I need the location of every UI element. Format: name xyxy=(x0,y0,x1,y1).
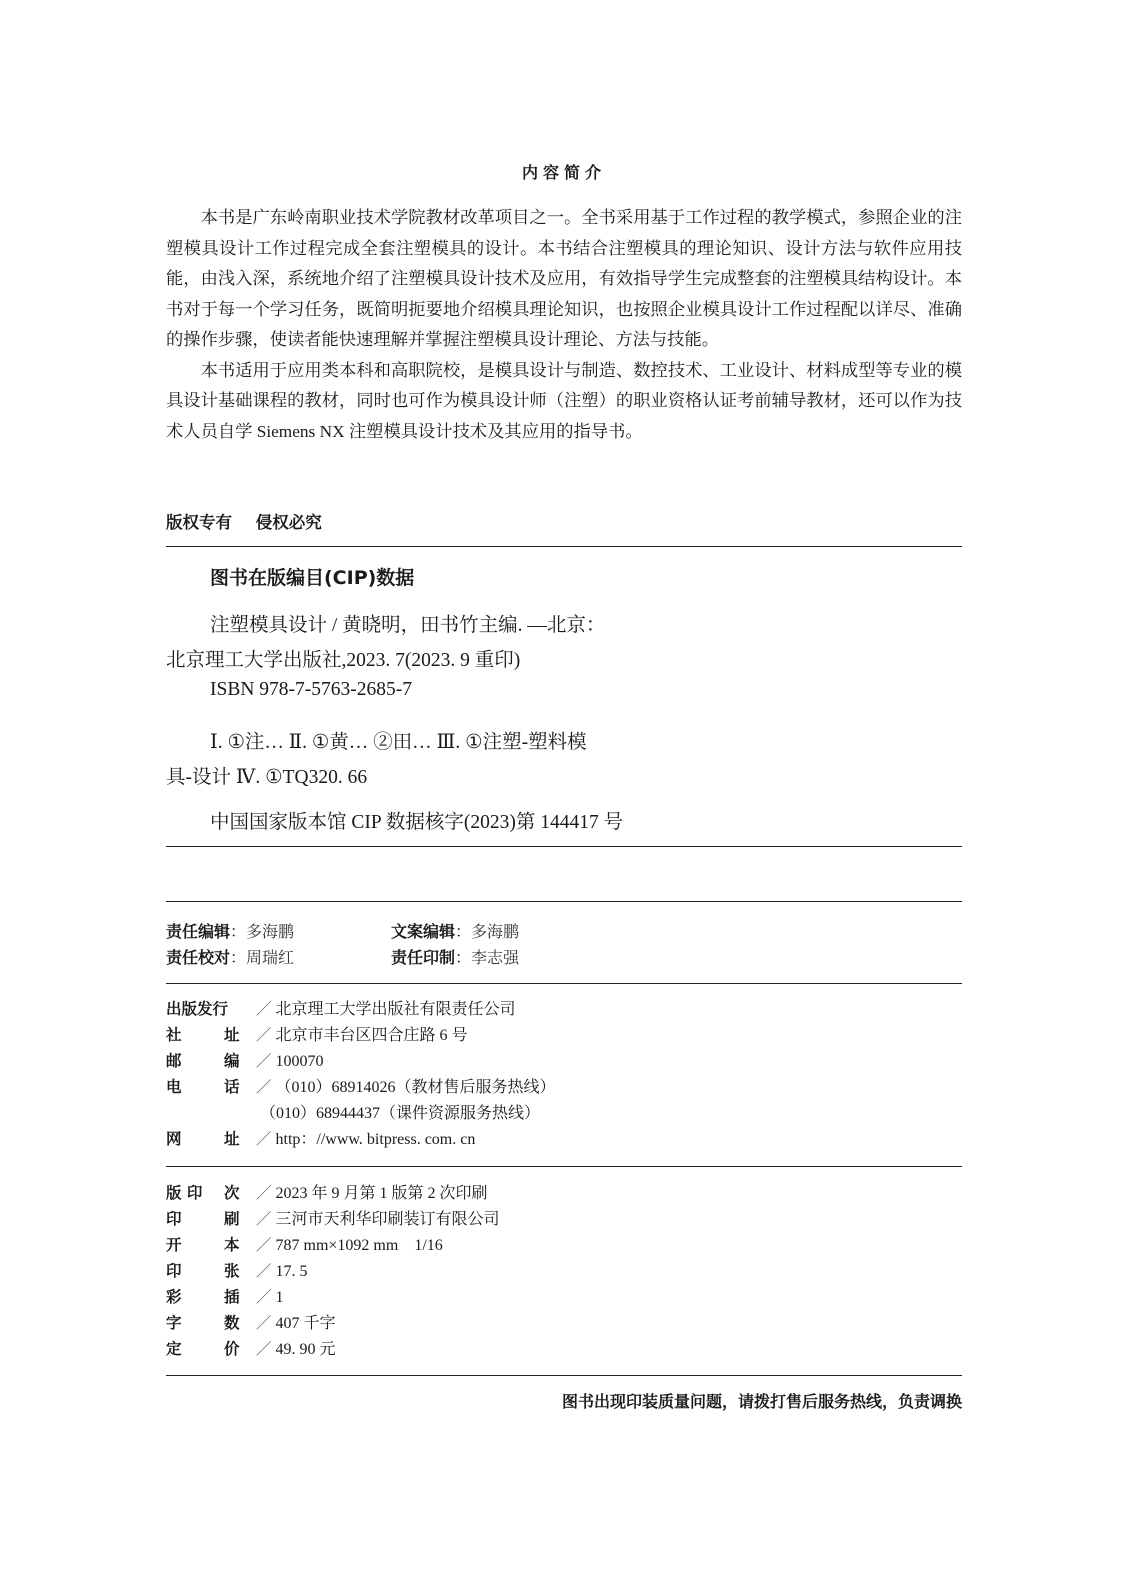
credit-label: 责任编辑 xyxy=(166,922,231,941)
info-separator: ／ xyxy=(256,1314,272,1332)
info-value: （010）68914026（教材售后服务热线） xyxy=(275,1079,556,1096)
credit-colon: ： xyxy=(230,922,247,941)
info-value: 三河市天利华印刷装订有限公司 xyxy=(275,1211,500,1228)
credit-value: 多海鹏 xyxy=(246,922,295,941)
info-row-address xyxy=(166,1024,468,1046)
info-separator: ／ xyxy=(256,1078,272,1096)
info-label: 出版发行 xyxy=(166,1000,229,1018)
credit-value: 李志强 xyxy=(471,948,520,967)
summary-paragraph-1: 本书是广东岭南职业技术学院教材改革项目之一。全书采用基于工作过程的教学模式，参照企业的注塑模具设计工作过程完成全套注塑模具的设计。本书结合注塑模具的理论知识、设计方法与软件应用技能，由浅入深，系统地介绍了注塑模具设计技术及应用，有效指导学生完成整套的注塑模具结构设计。本书对于每一个学习任务，既简明扼要地介绍模具理论知识，也按照企业模具设计工作过程配以详尽、准确的操作步骤，使读者能快速理解并掌握注塑模具设计理论、方法与技能。 xyxy=(166,208,962,349)
credit-proofreader xyxy=(166,945,294,968)
info-label: 印 刷 xyxy=(166,1210,240,1228)
info-row-website xyxy=(166,1128,475,1150)
info-separator: ／ xyxy=(256,1210,272,1228)
info-value: 49. 90 元 xyxy=(275,1341,336,1358)
info-row-plates xyxy=(166,1286,284,1308)
info-separator: ／ xyxy=(256,1340,272,1358)
info-label: 邮 编 xyxy=(166,1052,240,1070)
info-value: 1 xyxy=(275,1289,284,1306)
info-label: 彩 插 xyxy=(166,1288,240,1306)
divider xyxy=(166,546,962,547)
info-label: 电 话 xyxy=(166,1078,240,1096)
info-value: 2023 年 9 月第 1 版第 2 次印刷 xyxy=(275,1185,488,1202)
copyright-notice-part1: 版权专有 xyxy=(166,513,232,532)
info-value: 北京理工大学出版社有限责任公司 xyxy=(275,1001,516,1018)
info-label: 开 本 xyxy=(166,1236,240,1254)
info-label: 印 张 xyxy=(166,1262,240,1280)
content-summary xyxy=(166,203,962,447)
page-title: 内容简介 xyxy=(521,163,606,182)
info-row-publisher xyxy=(166,998,516,1020)
divider xyxy=(166,983,962,984)
info-separator: ／ xyxy=(256,1288,272,1306)
cip-title: 图书在版编目(CIP)数据 xyxy=(210,567,415,589)
credit-colon: ： xyxy=(455,922,472,941)
info-row-printer xyxy=(166,1208,500,1230)
credit-value: 多海鹏 xyxy=(471,922,520,941)
divider xyxy=(166,846,962,847)
summary-paragraph-2: 本书适用于应用类本科和高职院校，是模具设计与制造、数控技术、工业设计、材料成型等专业的模具设计基础课程的教材，同时也可作为模具设计师（注塑）的职业资格认证考前辅导教材，还可以作为技术人员自学 Siemens NX 注塑模具设计技术及其应用的指导书。 xyxy=(166,360,962,441)
info-value: 17. 5 xyxy=(275,1263,308,1280)
cip-line-4: Ⅰ. ①注… Ⅱ. ①黄… ②田… Ⅲ. ①注塑-塑料模 xyxy=(210,732,587,753)
credit-copy-editor xyxy=(391,919,519,942)
info-label: 字 数 xyxy=(166,1314,240,1332)
info-label: 定 价 xyxy=(166,1340,240,1358)
info-row-phone-2 xyxy=(260,1102,540,1124)
info-label: 社 址 xyxy=(166,1026,240,1044)
divider xyxy=(166,1166,962,1167)
info-value: 787 mm×1092 mm 1/16 xyxy=(275,1237,443,1254)
cip-line-5: 具-设计 Ⅳ. ①TQ320. 66 xyxy=(166,767,368,788)
info-separator: ／ xyxy=(256,1262,272,1280)
copyright-notice xyxy=(166,509,340,533)
info-separator: ／ xyxy=(256,1184,272,1202)
info-row-format xyxy=(166,1234,443,1256)
credit-label: 责任印制 xyxy=(391,948,456,967)
info-separator: ／ xyxy=(256,1026,272,1044)
credit-label: 责任校对 xyxy=(166,948,231,967)
credit-value: 周瑞红 xyxy=(246,948,295,967)
info-row-postcode xyxy=(166,1050,324,1072)
info-value: 407 千字 xyxy=(275,1315,336,1332)
credit-colon: ： xyxy=(455,948,472,967)
footer-notice: 图书出现印装质量问题，请拨打售后服务热线，负责调换 xyxy=(561,1392,962,1411)
credit-editor xyxy=(166,919,294,942)
info-separator: ／ xyxy=(256,1236,272,1254)
cip-line-1: 注塑模具设计 / 黄晓明，田书竹主编. —北京： xyxy=(210,615,606,636)
cip-line-6: 中国国家版本馆 CIP 数据核字(2023)第 144417 号 xyxy=(210,812,624,833)
credit-colon: ： xyxy=(230,948,247,967)
info-value: http：//www. bitpress. com. cn xyxy=(275,1131,476,1148)
copyright-notice-part2: 侵权必究 xyxy=(255,513,322,532)
info-row-word-count xyxy=(166,1312,336,1334)
info-value: 北京市丰台区四合庄路 6 号 xyxy=(275,1027,468,1044)
divider xyxy=(166,901,962,902)
info-value: 100070 xyxy=(275,1053,324,1070)
info-separator: ／ xyxy=(256,1052,272,1070)
info-row-edition xyxy=(166,1182,488,1204)
info-separator: ／ xyxy=(256,1130,272,1148)
cip-line-2: 北京理工大学出版社,2023. 7(2023. 9 重印) xyxy=(166,650,521,671)
info-label: 网 址 xyxy=(166,1130,240,1148)
info-separator: ／ xyxy=(256,1000,272,1018)
info-row-sheets xyxy=(166,1260,308,1282)
cip-line-3: ISBN 978-7-5763-2685-7 xyxy=(210,679,413,700)
info-row-price xyxy=(166,1338,336,1360)
divider xyxy=(166,1375,962,1376)
credit-label: 文案编辑 xyxy=(391,922,456,941)
info-row-phone xyxy=(166,1076,556,1098)
credit-printing xyxy=(391,945,519,968)
info-value: （010）68944437（课件资源服务热线） xyxy=(260,1105,541,1122)
info-label: 版 印 次 xyxy=(166,1184,240,1202)
